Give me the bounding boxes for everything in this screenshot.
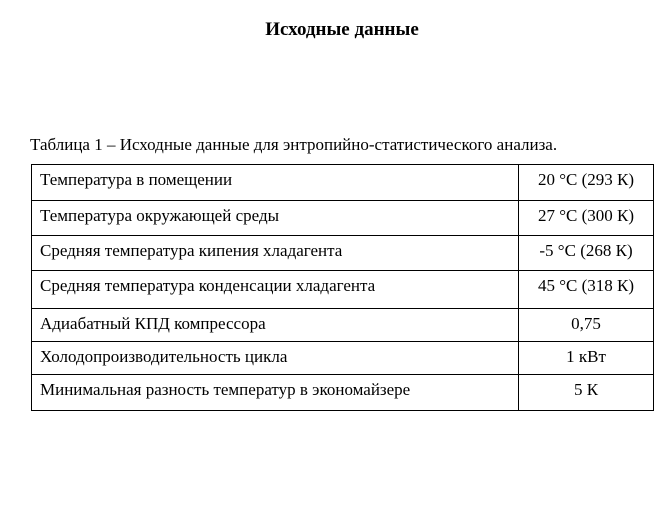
parameter-value-cell: -5 °С (268 К) [519, 236, 654, 271]
parameter-value-cell: 1 кВт [519, 342, 654, 375]
parameter-value-cell: 27 °С (300 К) [519, 201, 654, 236]
page-title: Исходные данные [265, 19, 419, 40]
table-caption: Таблица 1 – Исходные данные для энтропийно-статистического анализа. [30, 135, 558, 154]
parameter-name-cell: Средняя температура кипения хладагента [32, 236, 519, 271]
parameter-name-cell: Температура в помещении [32, 165, 519, 201]
table-row [32, 342, 654, 375]
parameter-name-cell: Адиабатный КПД компрессора [32, 309, 519, 342]
parameter-name-cell: Средняя температура конденсации хладагента [32, 271, 519, 309]
parameter-name-cell: Температура окружающей среды [32, 201, 519, 236]
parameter-value-cell: 20 °С (293 К) [519, 165, 654, 201]
initial-data-table [31, 164, 654, 411]
parameter-name-cell: Холодопроизводительность цикла [32, 342, 519, 375]
table-row [32, 165, 654, 201]
parameter-value-cell: 45 °С (318 К) [519, 271, 654, 309]
parameter-value-cell: 5 К [519, 375, 654, 411]
parameter-value-cell: 0,75 [519, 309, 654, 342]
table-row [32, 309, 654, 342]
table-row [32, 201, 654, 236]
table-row [32, 271, 654, 309]
table-row [32, 236, 654, 271]
parameter-name-cell: Минимальная разность температур в экономайзере [32, 375, 519, 411]
table-row [32, 375, 654, 411]
